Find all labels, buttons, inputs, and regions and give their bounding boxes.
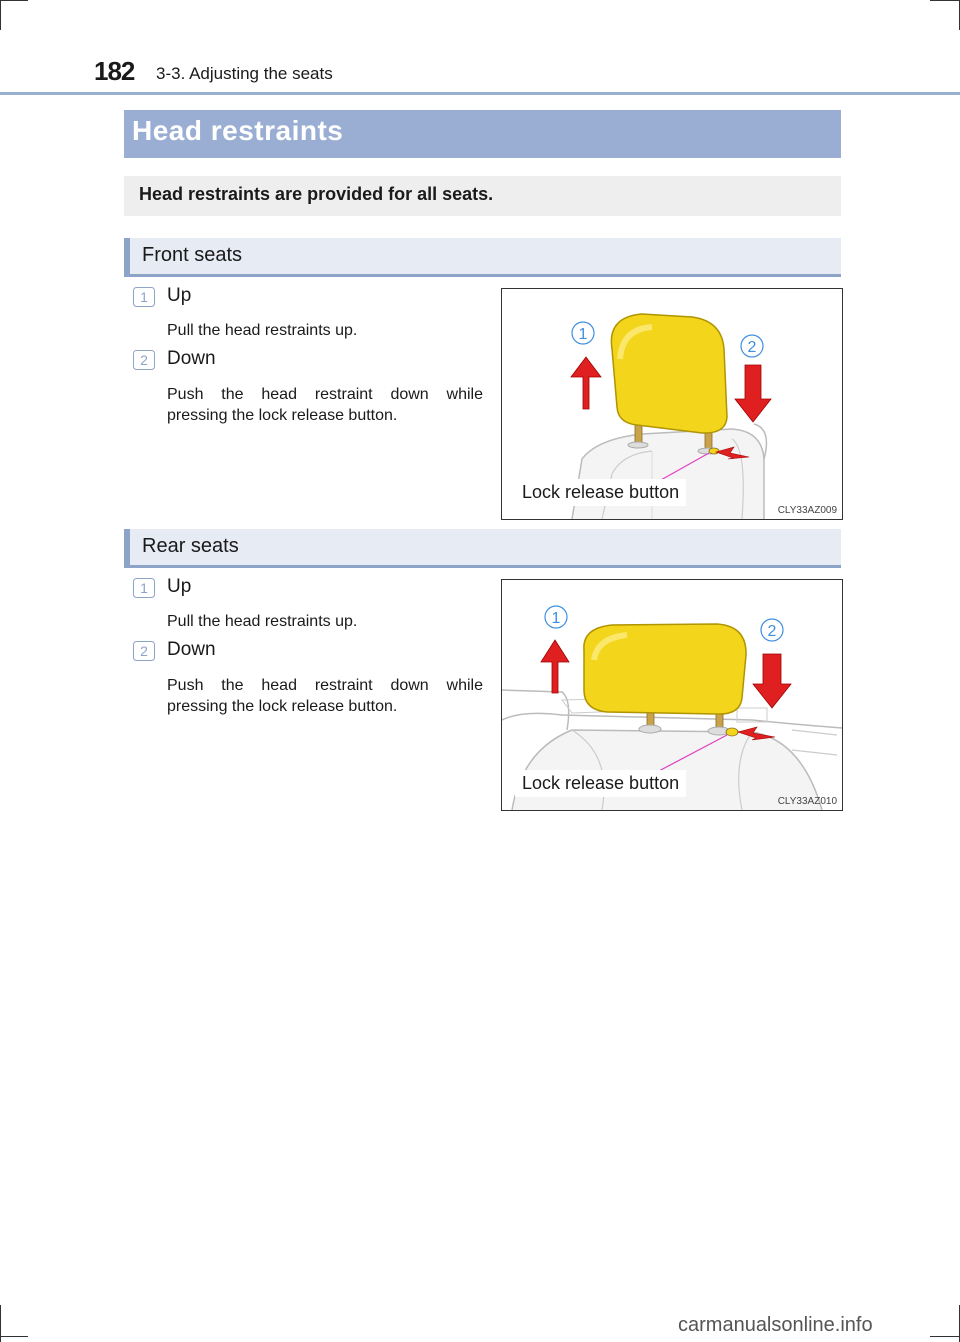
svg-text:1: 1 bbox=[140, 289, 148, 305]
step-2-icon bbox=[133, 641, 155, 661]
rear-marker-2: 2 bbox=[767, 623, 777, 640]
front-seat-illustration bbox=[501, 288, 843, 520]
intro-text: Head restraints are provided for all seats. bbox=[139, 184, 494, 204]
front-down-text-line2: pressing the lock release button. bbox=[167, 407, 398, 424]
front-down-label: Down bbox=[167, 348, 216, 369]
intro-box bbox=[124, 176, 841, 216]
rear-down-text bbox=[167, 675, 483, 717]
rear-seats-heading-text: Rear seats bbox=[142, 535, 239, 557]
front-marker-1: 1 bbox=[578, 326, 588, 343]
rear-up-label: Up bbox=[167, 576, 192, 597]
step-1-icon bbox=[133, 287, 155, 307]
svg-text:2: 2 bbox=[140, 352, 148, 368]
page-title: Head restraints bbox=[132, 115, 344, 146]
rear-seats-heading bbox=[124, 529, 841, 568]
title-band bbox=[124, 110, 841, 158]
crop-mark bbox=[0, 0, 28, 1]
heading-accent-bar bbox=[124, 529, 130, 565]
svg-text:2: 2 bbox=[140, 643, 148, 659]
front-down-text-line1: Push the head restraint down while bbox=[167, 386, 483, 403]
watermark: carmanualsonline.info bbox=[678, 1314, 873, 1336]
front-down-text bbox=[167, 384, 483, 426]
front-marker-2: 2 bbox=[747, 339, 757, 356]
rear-up-text: Pull the head restraints up. bbox=[167, 613, 358, 630]
page-number: 182 bbox=[94, 56, 135, 86]
step-2-icon bbox=[133, 350, 155, 370]
front-up-label: Up bbox=[167, 285, 192, 306]
crop-mark bbox=[0, 1336, 28, 1337]
rear-down-text-line1: Push the head restraint down while bbox=[167, 677, 483, 694]
rear-seat-illustration bbox=[501, 579, 843, 811]
rear-figure-code: CLY33AZ010 bbox=[777, 796, 837, 807]
section-path: 3-3. Adjusting the seats bbox=[156, 64, 333, 83]
rear-marker-1: 1 bbox=[551, 610, 561, 627]
crop-mark bbox=[930, 1336, 960, 1337]
front-callout: Lock release button bbox=[515, 479, 686, 506]
heading-accent-bar bbox=[124, 238, 130, 274]
rear-down-label: Down bbox=[167, 639, 216, 660]
front-seats-heading-text: Front seats bbox=[142, 244, 243, 266]
front-seats-heading bbox=[124, 238, 841, 277]
header-rule bbox=[0, 92, 960, 95]
front-figure-code: CLY33AZ009 bbox=[777, 505, 837, 516]
front-up-text: Pull the head restraints up. bbox=[167, 322, 358, 339]
crop-mark bbox=[0, 0, 1, 30]
step-1-icon bbox=[133, 578, 155, 598]
crop-mark bbox=[930, 0, 960, 1]
rear-callout: Lock release button bbox=[515, 770, 686, 797]
svg-text:1: 1 bbox=[140, 580, 148, 596]
rear-down-text-line2: pressing the lock release button. bbox=[167, 698, 398, 715]
